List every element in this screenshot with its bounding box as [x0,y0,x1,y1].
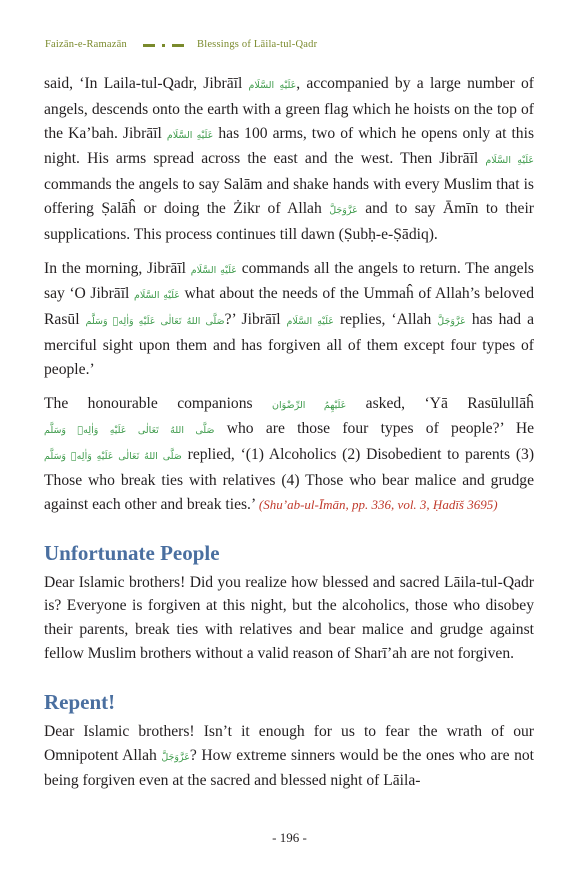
honorific-sallallahu: صَلَّى اللهُ تَعَالٰى عَلَيْهِ وَاٰلِهٖ وَسَلَّم [85,316,225,328]
honorific-alaihis-salam: عَلَيْهِ السَّلَام [190,264,237,276]
text-span: replies, ‘Allah [333,311,438,329]
text-span: commands all the angels to return. The angels say ‘O Jibrāīl [44,259,535,303]
text-span: commands the angels to say Salām and shake hands with every Muslim that is offering Ṣalāĥ or doing the Żikr of Allah [44,176,534,217]
text-span: said, ‘In Laila-tul-Qadr, Jibrāīl [44,75,249,92]
honorific-alaihis-salam: عَلَيْهِ السَّلَام [133,290,180,302]
text-span: ? How extreme sinners would be the ones who are not being forgiven even at the sacred and blessed night of Lāila- [44,746,534,790]
honorific-azza-wa-jal: عَزَّوَجَلَّ [437,316,466,328]
hadith-reference: (Shu’ab-ul-Īmān, pp. 336, vol. 3, Ḥadīš 3695) [258,496,498,512]
text-span: has had a merciful sight upon them and has forgiven all of them except four types of people.’ [44,311,535,378]
text-span: has 100 arms, two of which he opens only at this night. His arms spread across the east and the west. Then Jibrāīl [44,124,535,168]
header-separator [143,39,193,49]
honorific-alaihis-salam: عَلَيْهِ السَّلَام [248,80,297,91]
chapter-title: Blessings of Lāila-tul-Qadr [197,39,318,50]
running-header [45,36,545,58]
honorific-alaihis-salam: عَلَيْهِ السَّلَام [166,129,214,141]
text-span: The honourable companions [44,394,272,412]
text-span: ?’ Jibrāīl [224,311,287,329]
text-span: replied, ‘(1) Alcoholics (2) Disobedient to parents (3) Those who break ties with relatives (4) Those who bear malice and grudge against each other and break ties.’ [44,446,535,513]
section-heading-unfortunate-people: Unfortunate People [44,540,220,565]
honorific-azza-wa-jal: عَزَّوَجَلَّ [161,751,190,763]
honorific-sallallahu: صَلَّى اللهُ تَعَالٰى عَلَيْهِ وَاٰلِهٖ وَسَلَّم [44,425,215,437]
honorific-azza-wa-jal: عَزَّوَجَلَّ [329,204,358,216]
text-span: asked, ‘Yā Rasūlullāĥ [346,394,534,412]
section-heading-repent: Repent! [44,689,116,714]
paragraph-1 [44,72,534,247]
honorific-ridwan: عَلَيْهِمُ الرِّضْوَان [271,399,347,411]
text-span: who are those four types of people?’ He [214,420,535,438]
paragraph-2 [44,257,534,382]
paragraph-3 [44,392,534,517]
section-1-paragraph: Dear Islamic brothers! Did you realize how blessed and sacred Lāila-tul-Qadr is? Everyone is forgiven at this night, but the alcoholics, those who disobey their parents, break ties with relatives and bear malice and grudge against fellow Muslim brothers without a valid reason of Sharī’ah are not forgiven. [44,573,534,662]
page-number: - 196 - [272,830,307,845]
section-2-paragraph [44,720,534,793]
text-span: Dear Islamic brothers! Isn’t it enough for us to fear the wrath of our Omnipotent Allah [44,722,534,764]
text-span: , accompanied by a large number of angels, descends onto the earth with a green flag which he hoists on the top of the Ka’bah. Jibrāīl [44,75,534,142]
honorific-alaihis-salam: عَلَيْهِ السَّلَام [286,316,334,328]
honorific-alaihis-salam: عَلَيْهِ السَّلَام [485,155,535,167]
text-span: In the morning, Jibrāīl [44,259,191,277]
text-span: and to say Āmīn to their supplications. This process continues till dawn (Ṣubḥ-e-Ṣādiq). [44,199,534,243]
text-span: what about the needs of the Ummaĥ of Allah’s beloved Rasūl [44,285,534,329]
page-content [44,72,534,793]
honorific-sallallahu: صَلَّى اللهُ تَعَالٰى عَلَيْهِ وَاٰلِهٖ وَسَلَّم [44,451,182,463]
book-title: Faizān-e-Ramazān [45,39,127,50]
